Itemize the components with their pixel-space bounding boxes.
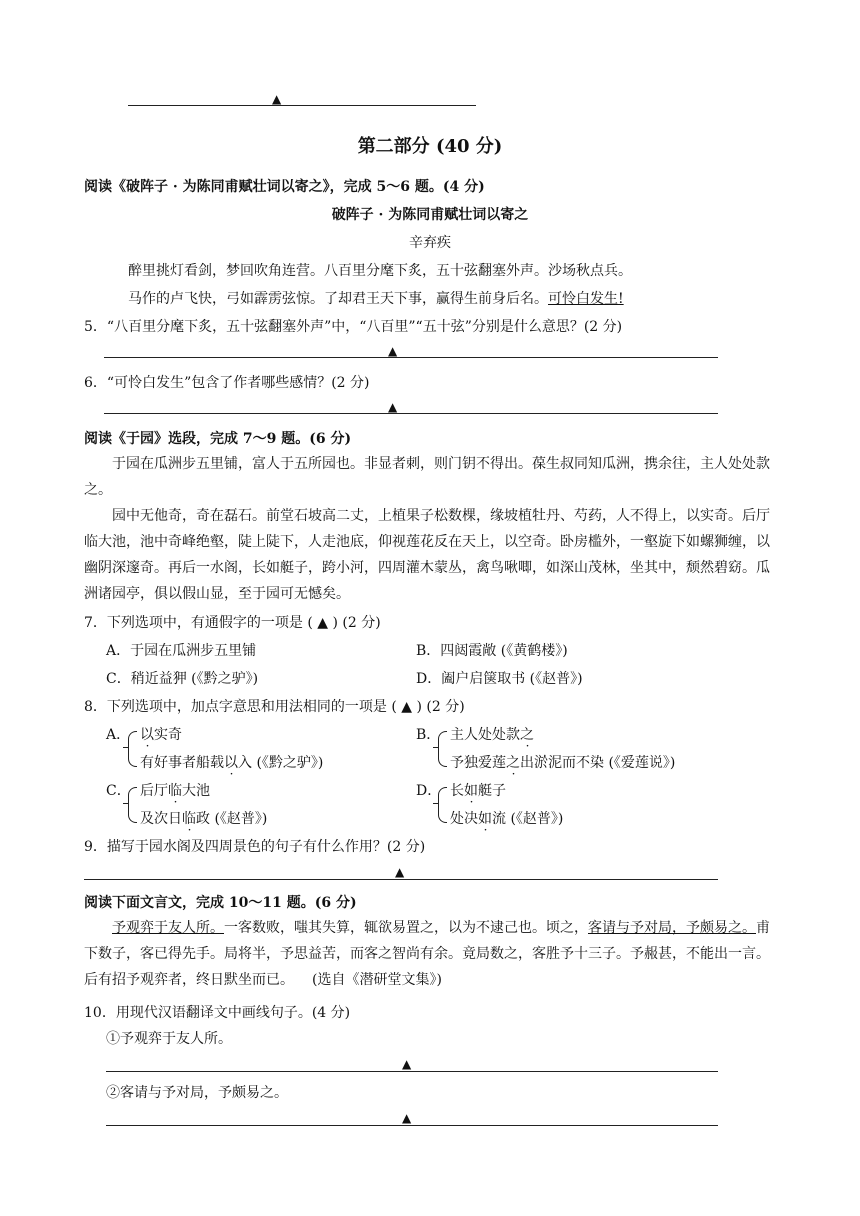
- answer-line: [104, 413, 718, 414]
- option-text: 艇子: [478, 783, 506, 799]
- option-text: 出淤泥而不染 (《爱莲说》): [520, 755, 676, 771]
- answer-triangle-icon: ▲: [272, 92, 282, 106]
- yuyuan-intro: 阅读《于园》选段，完成 7～9 题。(6 分): [84, 431, 352, 447]
- dotted-char: 如: [478, 811, 492, 827]
- question-8-option-a-line-2: [140, 752, 323, 772]
- question-8-option-c-label: C．: [106, 783, 131, 799]
- question-6: 6．“可怜白发生”包含了作者哪些感情？(2 分): [84, 375, 370, 391]
- question-10-stem: 10．用现代汉语翻译文中画线句子。(4 分): [84, 1005, 351, 1021]
- answer-line: [104, 357, 718, 358]
- dotted-char: 临: [182, 811, 196, 827]
- option-text: 及次日: [140, 811, 182, 827]
- option-text: 政 (《赵普》): [196, 811, 268, 827]
- passage-text: 一客数败，嗤其失算，辄欲易置之，以为不逮己也。顷之，: [224, 920, 588, 936]
- yuyuan-paragraph-2: 园中无他奇，奇在磊石。前堂石坡高二丈，上植果子松数棵，缘坡植牡丹、芍药，人不得上，以实奇。后厅临大池，池中奇峰绝壑，陡上陡下，人走池底，仰视莲花反在天上，以空奇。卧房槛外，一壑旋下如螺狮缠，以幽阴深邃奇。再后一水阁，长如艇子，跨小河，四周灌木蒙丛，禽鸟啾唧，如深山茂林，坐其中，颓然碧窈。瓜洲诸园亭，俱以假山显，至于园可无憾矣。: [84, 508, 770, 602]
- option-text: 予独爱莲: [450, 755, 506, 771]
- question-5: 5．“八百里分麾下炙，五十弦翻塞外声”中，“八百里”“五十弦”分别是什么意思？(2 分): [84, 319, 623, 335]
- underlined-sentence-1: 予观弈于友人所。: [112, 920, 224, 936]
- poem-intro: 阅读《破阵子 · 为陈同甫赋壮词以寄之》，完成 5～6 题。(4 分): [84, 179, 485, 195]
- poem-author: 辛弃疾: [409, 235, 451, 251]
- option-text: 长: [450, 783, 464, 799]
- dotted-char: 以: [224, 755, 238, 771]
- passage-text: 甫下数子，客已得先手。局将半，予思益苦，而客之智尚有余。竟局数之，客胜予十三子。予赧甚，不能出一言。后有招予观弈者，终日默坐而已。: [84, 920, 770, 988]
- question-7-option-b: B．四闼霞敞 (《黄鹤楼》): [416, 643, 568, 659]
- question-8-option-a-label: A．: [106, 727, 131, 743]
- dotted-char: 之: [506, 755, 520, 771]
- answer-line: [128, 105, 476, 106]
- brace-icon: [128, 731, 137, 767]
- question-8-option-b-label: B．: [416, 727, 441, 743]
- dotted-char: 临: [168, 783, 182, 799]
- wenyanwen-intro: 阅读下面文言文，完成 10～11 题。(6 分): [84, 895, 357, 911]
- brace-icon: [128, 787, 137, 823]
- answer-triangle-icon: ▲: [402, 1111, 412, 1125]
- option-text: 处决: [450, 811, 478, 827]
- poem-line-2-text: 马作的卢飞快，弓如霹雳弦惊。了却君王天下事，赢得生前身后名。: [128, 291, 548, 307]
- answer-triangle-icon: ▲: [395, 865, 405, 879]
- question-10-item-2: ②客请与予对局，予颇易之。: [106, 1085, 288, 1101]
- poem-underlined-phrase: 可怜白发生!: [548, 291, 624, 307]
- question-7-option-d: D．阖户启箧取书 (《赵普》): [416, 671, 583, 687]
- poem-line-2: [128, 288, 624, 308]
- answer-line: [84, 879, 718, 880]
- dotted-char: 之: [520, 727, 534, 743]
- option-text: 后厅: [140, 783, 168, 799]
- question-10-item-1: ①予观弈于友人所。: [106, 1031, 232, 1047]
- dotted-char: 如: [464, 783, 478, 799]
- answer-triangle-icon: ▲: [388, 344, 398, 358]
- wenyanwen-paragraph: [84, 915, 778, 993]
- question-8-option-c-line-1: [140, 780, 210, 800]
- poem-line-1: 醉里挑灯看剑，梦回吹角连营。八百里分麾下炙，五十弦翻塞外声。沙场秋点兵。: [128, 263, 632, 279]
- question-7-option-a: A．于园在瓜洲步五里铺: [106, 643, 257, 659]
- yuyuan-paragraph-1: 于园在瓜洲步五里铺，富人于五所园也。非显者刺，则门钥不得出。葆生叔同知瓜洲，携余往，主人处处款之。: [84, 456, 770, 498]
- answer-triangle-icon: ▲: [402, 1057, 412, 1071]
- question-7-option-c: C．稍近益狎 (《黔之驴》): [106, 671, 259, 687]
- option-text: 实奇: [154, 727, 182, 743]
- section-title: 第二部分 (40 分): [357, 136, 503, 157]
- answer-line: [106, 1071, 718, 1072]
- underlined-sentence-2-end: 易之。: [714, 920, 756, 936]
- question-8-option-c-line-2: [140, 808, 267, 828]
- question-8-option-b-line-2: [450, 752, 675, 772]
- brace-icon: [438, 787, 447, 823]
- answer-line: [106, 1125, 718, 1126]
- option-text: 主人处处款: [450, 727, 520, 743]
- poem-title: 破阵子 · 为陈同甫赋壮词以寄之: [331, 207, 529, 223]
- underlined-sentence-2: 客请与予对局，予颇: [588, 920, 714, 936]
- option-text: 大池: [182, 783, 210, 799]
- question-8-stem: 8．下列选项中，加点字意思和用法相同的一项是 ( ▲ ) (2 分): [84, 699, 465, 715]
- question-8-option-d-line-1: [450, 780, 506, 800]
- question-8-option-a-line-1: [140, 724, 182, 744]
- dotted-char: 以: [140, 727, 154, 743]
- question-8-option-b-line-1: [450, 724, 534, 744]
- brace-icon: [438, 731, 447, 767]
- question-9: 9．描写于园水阁及四周景色的句子有什么作用？(2 分): [84, 839, 426, 855]
- option-text: 流 (《赵普》): [492, 811, 564, 827]
- question-7-stem: 7．下列选项中，有通假字的一项是 ( ▲ ) (2 分): [84, 615, 381, 631]
- passage-source: (选自《潜研堂文集》): [312, 972, 442, 988]
- question-8-option-d-line-2: [450, 808, 563, 828]
- option-text: 有好事者船载: [140, 755, 224, 771]
- answer-triangle-icon: ▲: [388, 400, 398, 414]
- question-8-option-d-label: D．: [416, 783, 442, 799]
- option-text: 入 (《黔之驴》): [238, 755, 324, 771]
